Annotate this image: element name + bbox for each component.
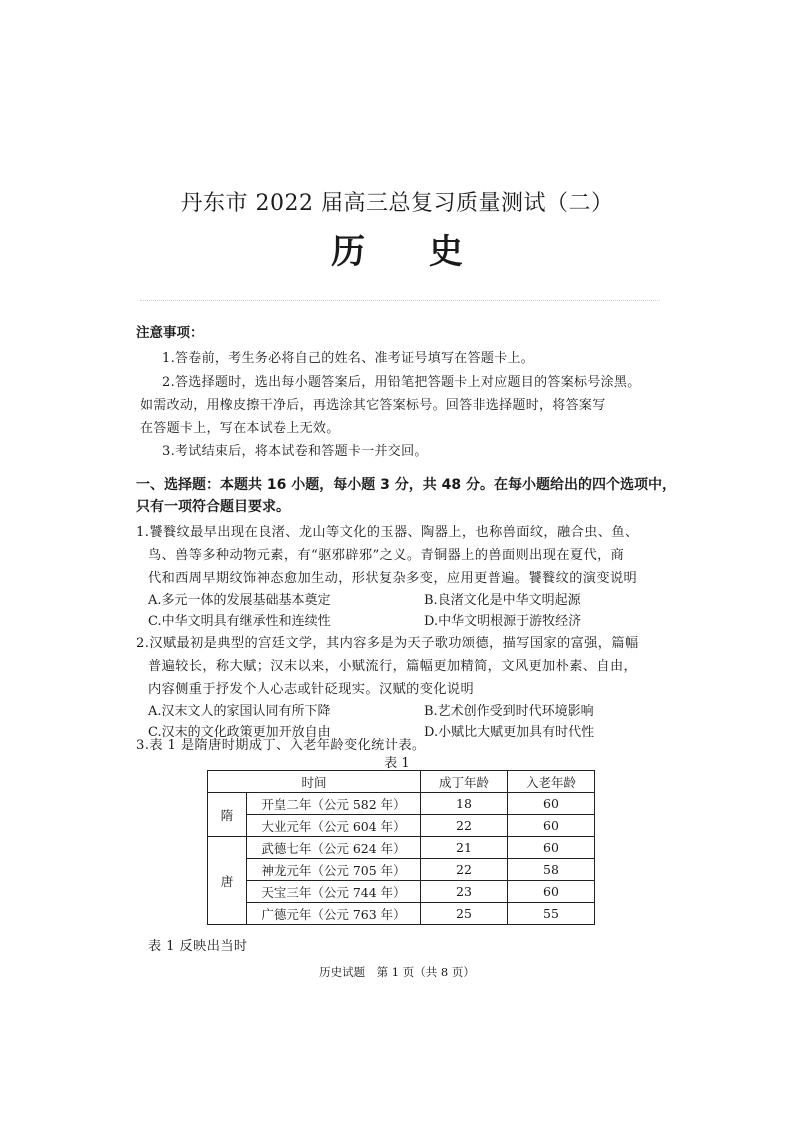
option-b: B.艺术创作受到时代环境影响 — [424, 704, 594, 719]
option-d: D.小赋比大赋更加具有时代性 — [424, 725, 595, 740]
table-row — [208, 837, 595, 859]
value-cell: 60 — [508, 837, 595, 859]
era-cell: 大业元年（公元 604 年） — [247, 815, 421, 837]
value-cell: 58 — [508, 859, 595, 881]
header-time: 时间 — [208, 771, 421, 793]
value-cell: 22 — [421, 815, 508, 837]
value-cell: 60 — [508, 793, 595, 815]
option-c: C.汉末的文化政策更加开放自由 — [148, 725, 331, 740]
option-a: A.汉末文人的家国认同有所下降 — [148, 704, 331, 719]
question-3-line: 3.表 1 是隋唐时期成丁、入老年龄变化统计表。 — [136, 738, 426, 753]
question-2-line: 2.汉赋最初是典型的宫廷文学，其内容多是为天子歌功颂德，描写国家的富强，篇幅 — [136, 636, 639, 651]
question-3-stem: 表 1 反映出当时 — [148, 939, 248, 954]
note-line: 2.答选择题时，选出每小题答案后，用铅笔把答题卡上对应题目的答案标号涂黑。 — [162, 375, 641, 390]
page-footer: 历史试题 第 1 页（共 8 页） — [319, 965, 475, 979]
note-line: 1.答卷前，考生务必将自己的姓名、准考证号填写在答题卡上。 — [162, 351, 535, 366]
header-elder-age: 入老年龄 — [508, 771, 595, 793]
header-adult-age: 成丁年龄 — [421, 771, 508, 793]
note-line: 在答题卡上，写在本试卷上无效。 — [140, 421, 340, 436]
divider — [140, 300, 660, 302]
option-c: C.中华文明具有继承性和连续性 — [148, 614, 331, 629]
value-cell: 23 — [421, 881, 508, 903]
value-cell: 22 — [421, 859, 508, 881]
question-2-line: 内容侧重于抒发个人心志或针砭现实。汉赋的变化说明 — [148, 682, 475, 697]
notes-heading: 注意事项： — [136, 325, 204, 341]
exam-title: 丹东市 2022 届高三总复习质量测试（二） — [180, 191, 614, 216]
age-table — [207, 770, 595, 925]
value-cell: 18 — [421, 793, 508, 815]
value-cell: 25 — [421, 903, 508, 925]
option-d: D.中华文明根源于游牧经济 — [424, 614, 582, 629]
table-row — [208, 793, 595, 815]
question-1-line: 鸟、兽等多种动物元素，有“驱邪辟邪”之义。青铜器上的兽面则出现在夏代，商 — [148, 548, 625, 563]
option-a: A.多元一体的发展基础基本奠定 — [148, 593, 331, 608]
table-caption: 表 1 — [384, 756, 410, 771]
value-cell: 21 — [421, 837, 508, 859]
note-line: 3.考试结束后，将本试卷和答题卡一并交回。 — [162, 444, 428, 459]
option-b: B.良渚文化是中华文明起源 — [424, 593, 581, 608]
value-cell: 60 — [508, 815, 595, 837]
note-line: 如需改动，用橡皮擦干净后，再选涂其它答案标号。回答非选择题时，将答案写 — [140, 398, 606, 413]
era-cell: 武德七年（公元 624 年） — [247, 837, 421, 859]
era-cell: 开皇二年（公元 582 年） — [247, 793, 421, 815]
subject-title: 历 史 — [331, 232, 489, 272]
value-cell: 55 — [508, 903, 595, 925]
era-cell: 广德元年（公元 763 年） — [247, 903, 421, 925]
era-cell: 天宝三年（公元 744 年） — [247, 881, 421, 903]
dynasty-cell: 唐 — [208, 837, 247, 925]
table-row — [208, 881, 595, 903]
table-header-row — [208, 771, 595, 793]
dynasty-cell: 隋 — [208, 793, 247, 837]
value-cell: 60 — [508, 881, 595, 903]
question-1-line: 代和西周早期纹饰神态愈加生动，形状复杂多变，应用更普遍。饕餮纹的演变说明 — [148, 571, 638, 586]
table-row — [208, 815, 595, 837]
section-heading: 一、选择题：本题共 16 小题，每小题 3 分，共 48 分。在每小题给出的四个选项中，只有一项符合题目要求。 — [136, 477, 676, 515]
table-row — [208, 859, 595, 881]
question-1-line: 1.饕餮纹最早出现在良渚、龙山等文化的玉器、陶器上，也称兽面纹，融合虫、鱼、 — [136, 525, 639, 540]
question-2-line: 普遍较长，称大赋；汉末以来，小赋流行，篇幅更加精简，文风更加朴素、自由， — [148, 659, 638, 674]
table-row — [208, 903, 595, 925]
era-cell: 神龙元年（公元 705 年） — [247, 859, 421, 881]
